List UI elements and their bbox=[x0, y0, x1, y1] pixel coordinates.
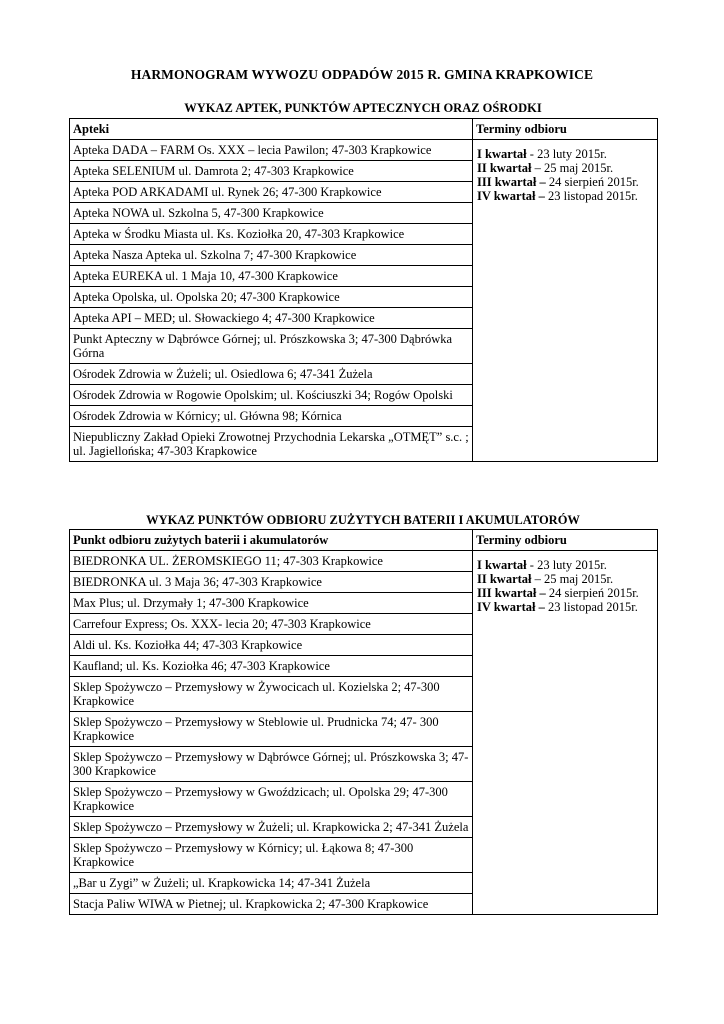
term-q2: II kwartał – 25 maj 2015r. bbox=[477, 161, 614, 175]
collection-point-name: Sklep Spożywczo – Przemysłowy w Żużeli; ul. Krapkowicka 2; 47-341 Żużela bbox=[70, 817, 473, 838]
table-row bbox=[70, 140, 658, 161]
collection-point-name: Kaufland; ul. Ks. Koziołka 46; 47-303 Krapkowice bbox=[70, 656, 473, 677]
document-title: HARMONOGRAM WYWOZU ODPADÓW 2015 R. GMINA KRAPKOWICE bbox=[130, 67, 594, 82]
collection-point-name: Sklep Spożywczo – Przemysłowy w Gwoździcach; ul. Opolska 29; 47-300 Krapkowice bbox=[70, 782, 473, 817]
pharmacy-name: Apteka Nasza Apteka ul. Szkolna 7; 47-300 Krapkowice bbox=[70, 245, 473, 266]
collection-point-name: Sklep Spożywczo – Przemysłowy w Dąbrówce Górnej; ul. Prószkowska 3; 47-300 Krapkowice bbox=[70, 747, 473, 782]
collection-point-name: Aldi ul. Ks. Koziołka 44; 47-303 Krapkowice bbox=[70, 635, 473, 656]
pharmacy-name: Apteka API – MED; ul. Słowackiego 4; 47-300 Krapkowice bbox=[70, 308, 473, 329]
table-header-row bbox=[70, 530, 658, 551]
collection-point-name: BIEDRONKA ul. 3 Maja 36; 47-303 Krapkowice bbox=[70, 572, 473, 593]
pharmacies-caption: WYKAZ APTEK, PUNKTÓW APTECZNYCH ORAZ OŚRODKI bbox=[184, 101, 542, 115]
collection-point-name: Sklep Spożywczo – Przemysłowy w Kórnicy; ul. Łąkowa 8; 47-300 Krapkowice bbox=[70, 838, 473, 873]
collection-dates-cell bbox=[473, 140, 658, 462]
term-q1: I kwartał - 23 luty 2015r. bbox=[477, 558, 607, 572]
term-q3: III kwartał – 24 sierpień 2015r. bbox=[477, 586, 639, 600]
collection-point-name: Carrefour Express; Os. XXX- lecia 20; 47-303 Krapkowice bbox=[70, 614, 473, 635]
header-collection-dates: Terminy odbioru bbox=[473, 530, 658, 551]
term-q4: IV kwartał – 23 listopad 2015r. bbox=[477, 189, 638, 203]
pharmacy-name: Apteka POD ARKADAMI ul. Rynek 26; 47-300 Krapkowice bbox=[70, 182, 473, 203]
pharmacy-name: Ośrodek Zdrowia w Rogowie Opolskim; ul. Kościuszki 34; Rogów Opolski bbox=[70, 385, 473, 406]
collection-point-name: BIEDRONKA UL. ŻEROMSKIEGO 11; 47-303 Krapkowice bbox=[70, 551, 473, 572]
pharmacy-name: Apteka EUREKA ul. 1 Maja 10, 47-300 Krapkowice bbox=[70, 266, 473, 287]
collection-point-name: Sklep Spożywczo – Przemysłowy w Steblowie ul. Prudnicka 74; 47- 300 Krapkowice bbox=[70, 712, 473, 747]
pharmacy-name: Apteka SELENIUM ul. Damrota 2; 47-303 Krapkowice bbox=[70, 161, 473, 182]
term-q4: IV kwartał – 23 listopad 2015r. bbox=[477, 600, 638, 614]
pharmacy-name: Ośrodek Zdrowia w Żużeli; ul. Osiedlowa 6; 47-341 Żużela bbox=[70, 364, 473, 385]
pharmacy-name: Apteka w Środku Miasta ul. Ks. Koziołka 20, 47-303 Krapkowice bbox=[70, 224, 473, 245]
batteries-caption: WYKAZ PUNKTÓW ODBIORU ZUŻYTYCH BATERII I AKUMULATORÓW bbox=[146, 513, 580, 527]
table-row bbox=[70, 551, 658, 572]
pharmacy-name: Apteka DADA – FARM Os. XXX – lecia Pawilon; 47-303 Krapkowice bbox=[70, 140, 473, 161]
term-q2: II kwartał – 25 maj 2015r. bbox=[477, 572, 614, 586]
pharmacy-name: Ośrodek Zdrowia w Kórnicy; ul. Główna 98; Kórnica bbox=[70, 406, 473, 427]
term-q3: III kwartał – 24 sierpień 2015r. bbox=[477, 175, 639, 189]
header-collection-dates: Terminy odbioru bbox=[473, 119, 658, 140]
batteries-table bbox=[69, 529, 658, 915]
collection-point-name: Stacja Paliw WIWA w Pietnej; ul. Krapkowicka 2; 47-300 Krapkowice bbox=[70, 894, 473, 915]
pharmacy-name: Punkt Apteczny w Dąbrówce Górnej; ul. Prószkowska 3; 47-300 Dąbrówka Górna bbox=[70, 329, 473, 364]
pharmacies-table bbox=[69, 118, 658, 462]
pharmacy-name: Apteka Opolska, ul. Opolska 20; 47-300 Krapkowice bbox=[70, 287, 473, 308]
table-header-row bbox=[70, 119, 658, 140]
collection-point-name: „Bar u Zygi” w Żużeli; ul. Krapkowicka 14; 47-341 Żużela bbox=[70, 873, 473, 894]
header-collection-points: Punkt odbioru zużytych baterii i akumulatorów bbox=[70, 530, 473, 551]
term-q1: I kwartał - 23 luty 2015r. bbox=[477, 147, 607, 161]
collection-point-name: Sklep Spożywczo – Przemysłowy w Żywocicach ul. Kozielska 2; 47-300 Krapkowice bbox=[70, 677, 473, 712]
collection-dates-cell bbox=[473, 551, 658, 915]
header-pharmacies: Apteki bbox=[70, 119, 473, 140]
collection-point-name: Max Plus; ul. Drzymały 1; 47-300 Krapkowice bbox=[70, 593, 473, 614]
pharmacy-name: Apteka NOWA ul. Szkolna 5, 47-300 Krapkowice bbox=[70, 203, 473, 224]
pharmacy-name: Niepubliczny Zakład Opieki Zrowotnej Przychodnia Lekarska „OTMĘT” s.c. ; ul. Jagiellońska; 47-303 Krapkowice bbox=[70, 427, 473, 462]
